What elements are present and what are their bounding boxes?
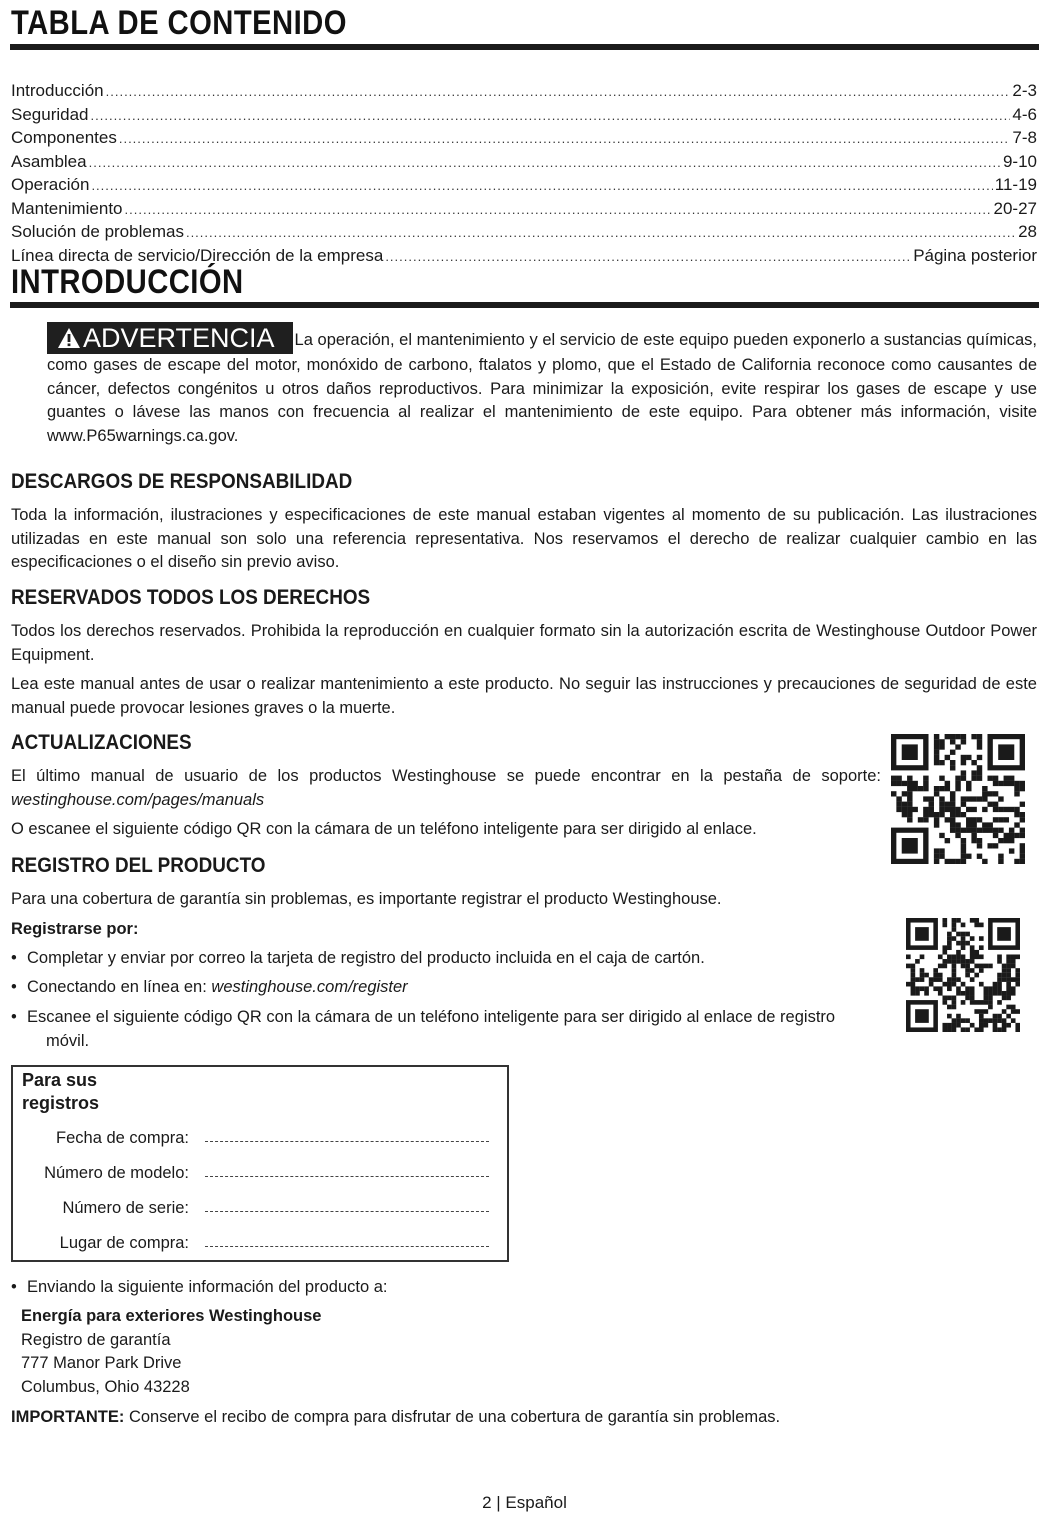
- bullet-text: Escanee el siguiente código QR con la cámara de un teléfono inteligente para ser dirigido al enlace de registro: [27, 1008, 836, 1026]
- toc-entry-label: Mantenimiento: [11, 198, 123, 218]
- title-rule: [10, 44, 1039, 50]
- toc-entry-page: 28: [1018, 222, 1037, 241]
- bullet-icon: •: [11, 978, 17, 996]
- toc-leader: [106, 80, 1011, 104]
- rights-text: Todos los derechos reservados. Prohibida la reproducción en cualquier formato sin la autorización escrita de Westinghouse Outdoor Power Equipment.: [11, 622, 1037, 664]
- toc-entry[interactable]: [11, 79, 1037, 103]
- toc-entry-page: 7-8: [1012, 128, 1037, 147]
- list-item: [11, 947, 881, 971]
- toc-entry[interactable]: [11, 126, 1037, 150]
- toc-leader: [385, 245, 911, 269]
- toc-leader: [89, 151, 1001, 175]
- record-field-label: Número de modelo:: [44, 1164, 189, 1182]
- bullet-text: Completar y enviar por correo la tarjeta de registro del producto incluida en el caja de cartón.: [27, 949, 705, 967]
- address-company: Energía para exteriores Westinghouse: [21, 1307, 322, 1325]
- records-title: Para sus registros: [22, 1070, 100, 1113]
- registration-heading: REGISTRO DEL PRODUCTO: [11, 854, 266, 877]
- toc-entry[interactable]: [11, 220, 1037, 244]
- manuals-qr-code-icon[interactable]: [891, 734, 1025, 864]
- record-field-label: Número de serie:: [62, 1199, 189, 1217]
- address-line: Registro de garantía: [21, 1330, 171, 1349]
- toc-entry-label: Asamblea: [11, 151, 87, 171]
- disclaimers-text: Toda la información, ilustraciones y especificaciones de este manual estaban vigentes al momento de su publicación. Las ilustraciones utilizadas en este manual son solo una referencia representativa. Nos reservamos el derecho de realizar cualquier cambio en las especificaciones o el diseño sin previo aviso.: [11, 506, 1037, 571]
- list-item: [11, 976, 881, 1000]
- rights-heading: RESERVADOS TODOS LOS DERECHOS: [11, 586, 371, 609]
- record-field-line[interactable]: [205, 1246, 489, 1247]
- register-by-label: Registrarse por:: [11, 920, 139, 938]
- record-field-label: Lugar de compra:: [59, 1234, 189, 1252]
- toc-entry-label: Introducción: [11, 81, 104, 100]
- toc-leader: [119, 127, 1011, 151]
- toc-entry-page: 11-19: [994, 175, 1037, 194]
- toc-entry-page: 4-6: [1012, 104, 1037, 124]
- bullet-text: Enviando la siguiente información del producto a:: [27, 1278, 388, 1296]
- intro-title: INTRODUCCIÓN: [11, 263, 244, 301]
- bullet-text: [11, 976, 881, 1000]
- toc-leader: [186, 221, 1016, 245]
- disclaimers-heading: DESCARGOS DE RESPONSABILIDAD: [11, 470, 353, 493]
- list-item: [11, 1276, 881, 1300]
- important-text: Conserve el recibo de compra para disfrutar de una cobertura de garantía sin problemas.: [124, 1408, 781, 1426]
- updates-heading: ACTUALIZACIONES: [11, 731, 192, 754]
- bullet-icon: •: [11, 1008, 17, 1026]
- list-item: [11, 1006, 881, 1053]
- toc-entry-label: Operación: [11, 175, 90, 194]
- important-note: [11, 1406, 1037, 1430]
- record-field-label: Fecha de compra:: [56, 1129, 189, 1147]
- warning-label: ADVERTENCIA: [83, 323, 275, 353]
- register-qr-code-icon[interactable]: [906, 918, 1020, 1032]
- toc-title: TABLA DE CONTENIDO: [11, 4, 347, 42]
- toc-entry-page: Página posterior: [913, 245, 1037, 265]
- warning-text: La operación, el mantenimiento y el servicio de este equipo pueden exponerlo a sustancias químicas, como gases de escape del motor, monóxido de carbono, ftalatos y plomo, que el Estado de California reconoce como causantes de cáncer, defectos congénitos u otros daños reproductivos. Para minimizar la exposición, evite respirar los gases de escape y use guantes o lávese las manos con frecuencia al realizar el mantenimiento de este equipo. Para obtener más información, visite www.P65warnings.ca.gov.: [47, 331, 1037, 445]
- toc-list: [11, 79, 1037, 267]
- record-field-line[interactable]: [205, 1176, 489, 1177]
- updates-text-body: El último manual de usuario de los productos Westinghouse se puede encontrar en la pestaña de soporte:: [11, 767, 881, 785]
- toc-entry-page: 2-3: [1012, 81, 1037, 100]
- toc-leader: [125, 198, 992, 222]
- toc-entry-label: Seguridad: [11, 104, 89, 124]
- toc-entry-page: 20-27: [993, 198, 1037, 218]
- prop65-warning: [47, 322, 1037, 448]
- bullet-icon: •: [11, 949, 17, 967]
- page-footer: 2 | Español: [482, 1493, 567, 1512]
- important-label: IMPORTANTE:: [11, 1408, 125, 1426]
- address-line: Columbus, Ohio 43228: [21, 1377, 190, 1396]
- toc-entry[interactable]: [11, 173, 1037, 197]
- warning-badge: [47, 322, 293, 354]
- updates-text: [11, 765, 881, 812]
- registration-text: Para una cobertura de garantía sin problemas, es importante registrar el producto Westinghouse.: [11, 890, 722, 908]
- toc-entry[interactable]: [11, 150, 1037, 174]
- toc-entry-label: Componentes: [11, 128, 117, 147]
- updates-qr-text: O escanee el siguiente código QR con la cámara de un teléfono inteligente para ser dirigido al enlace.: [11, 820, 757, 838]
- bullet-text-body: Conectando en línea en:: [27, 978, 212, 996]
- records-box: [11, 1065, 509, 1262]
- toc-leader: [91, 174, 992, 198]
- toc-entry-label: Línea directa de servicio/Dirección de la empresa: [11, 245, 384, 265]
- mailing-address: [21, 1305, 321, 1399]
- toc-entry-page: 9-10: [1002, 151, 1037, 171]
- toc-leader: [91, 104, 1011, 128]
- register-link[interactable]: westinghouse.com/register: [211, 978, 408, 996]
- bullet-icon: •: [11, 1278, 17, 1296]
- toc-entry-label: Solución de problemas: [11, 222, 184, 241]
- bullet-text-cont: móvil.: [46, 1031, 90, 1050]
- warning-triangle-icon: [57, 327, 81, 349]
- intro-rule: [10, 302, 1039, 308]
- record-field-line[interactable]: [205, 1211, 489, 1212]
- toc-entry[interactable]: [11, 197, 1037, 221]
- address-line: 777 Manor Park Drive: [21, 1354, 182, 1372]
- toc-entry[interactable]: [11, 103, 1037, 127]
- rights-warning-text: Lea este manual antes de usar o realizar mantenimiento a este producto. No seguir las instrucciones y precauciones de seguridad de este manual puede provocar lesiones graves o la muerte.: [11, 675, 1037, 717]
- manuals-link[interactable]: westinghouse.com/pages/manuals: [11, 790, 265, 809]
- record-field-line[interactable]: [205, 1141, 489, 1142]
